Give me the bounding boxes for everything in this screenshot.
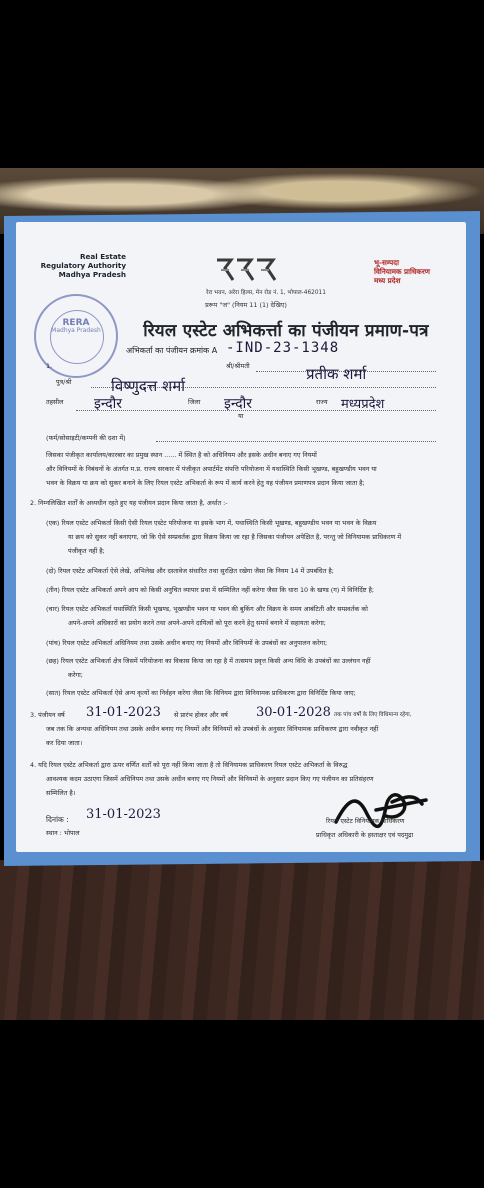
signatory-line1: रियल एस्टेट विनियामक प्राधिकरण [326,817,405,825]
firm-underline [156,441,436,442]
place-label: स्थान : भोपाल [46,829,80,837]
district-value: इन्दौर [224,396,252,412]
seal-text [36,320,116,334]
org-hi-line: मध्य प्रदेश [374,276,401,285]
condition-6a: (छह) रियल एस्टेट अभिकर्ता क्षेत्र जिसमें परियोजना का विकास किया जा रहा है में तत्समय प्रवृत्त किसी अन्य विधि के उपबंधों का उल्लंघन नहीं [46,657,371,665]
condition-6b: करेगा; [68,671,83,679]
state-label: राज्य [316,398,328,406]
authority-address: रेरा भवन, अरेरा हिल्स, मेन रोड नं. 1, भोपाल-462011 [206,290,326,296]
father-value: विष्णुदत्त शर्मा [111,377,186,395]
header-org-hindi [374,258,454,285]
condition-7: (सात) रियल एस्टेट अभिकर्ता ऐसे अन्य कृत्यों का निर्वहन करेगा जैसा कि विनियम द्वारा विनियामक प्राधिकरण द्वारा विनिर्दिष्ट किया जाए; [46,689,356,697]
org-en-line: Real Estate [79,252,126,261]
registration-label: अभिकर्ता का पंजीयन क्रमांक A [126,346,218,355]
state-value: मध्यप्रदेश [341,397,385,412]
org-hi-line: विनियामक प्राधिकरण [374,267,430,276]
district-label: जिला [188,398,201,406]
org-en-line: Madhya Pradesh [58,270,126,279]
condition-4a: (चार) रियल एस्टेट अभिकर्ता यथास्थिति किसी भूखण्ड, भूखण्डीय भवन या भवन की बुकिंग और विक्रय के समय आबंटिती और सम्प्रवर्तक को [46,605,368,613]
father-label: पुत्र/श्री [56,378,72,386]
condition-1b: या क्रय को सुकर नहीं बनाएगा, जो कि ऐसे सम्प्रवर्तक द्वारा विक्रय किया जा रहा है जिसका पंजीयन अपेक्षित है, परन्तु जो विनियामक प्राधिकरण में [68,533,402,541]
org-hi-line: भू-सम्पदा [374,258,399,267]
paragraph-3c: कर दिया जाता। [46,739,83,747]
letterbox-bottom [0,1020,484,1188]
validity-from: 31-01-2023 [86,705,161,720]
date-label: दिनांक : [46,815,69,824]
registration-number: -IND-23-1348 [226,340,340,356]
item-number: 1. [46,362,53,370]
rera-logo [211,252,281,284]
seal-state-text: Madhya Pradesh [51,327,101,334]
or-label: या [238,412,244,420]
org-en-line: Regulatory Authority [40,261,126,270]
condition-4b: अपने-अपने अधिकारों का प्रयोग करने तथा अपने-अपने दायित्वों को पूरा करने हेतु समर्थ बनाने में सहायता करेगा; [68,619,326,627]
condition-1a: (एक) रियल एस्टेट अभिकर्ता किसी ऐसी रियल एस्टेट परियोजना या इसके भाग में, यथास्थिति किसी भूखण्ड, बहुखण्डीय भवन या भवन के विक्रय [46,519,377,527]
condition-3: (तीन) रियल एस्टेट अभिकर्ता अपने आप को किसी अनुचित व्यापार प्रथा में सम्मिलित नहीं करेगा जैसा कि धारा 10 के खण्ड (ग) में विनिर्दिष्ट है; [46,586,375,594]
paragraph-2: 2. निम्नलिखित शर्तों के अध्यधीन रहते हुए यह पंजीयन प्रदान किया जाता है, अर्थात :- [30,499,228,507]
paragraph-1c: भवन के विक्रय या क्रय को सुकर बनाने के लिए रियल एस्टेट अभिकर्ता के रूप में कार्य करने हेतु यह पंजीयन प्रमाणपत्र प्रदान किया जाता है; [46,479,365,487]
certificate-document [16,222,466,852]
paragraph-1b: और विनियमों के निबंधनों के अंतर्गत म.प्र. राज्य सरकार में पंजीकृत अपार्टमेंट संपत्ति परियोजना में यथास्थिति किसी भूखण्ड, बहुखण्डीय भवन या [46,465,377,473]
name-label: श्री/श्रीमती [226,362,250,370]
condition-2: (दो) रियल एस्टेट अभिकर्ता ऐसे लेखे, अभिलेख और दस्तावेज संधारित तथा सुरक्षित रखेगा जैसा कि नियम 14 में उपबंधित है; [46,567,334,575]
condition-5: (पांच) रियल एस्टेट अभिकर्ता अधिनियम तथा उसके अधीन बनाए गए नियमों और विनियमों के उपबंधों का अनुपालन करेगा; [46,639,328,647]
validity-label: 3. पंजीयन वर्ष [30,711,65,719]
tehsil-label: तहसील [46,398,64,406]
paragraph-4c: सम्मिलित है। [46,789,76,797]
validity-end: तक पांच वर्षों के लिए विधिमान्य रहेगा, [334,712,412,718]
address-underline [76,410,436,411]
validity-mid: से प्रारंभ होकर और वर्ष [174,711,228,719]
condition-1c: पंजीकृत नहीं है; [68,547,105,555]
paragraph-4b: आवश्यक कदम उठाएगा जिसमें अधिनियम तथा उसके अधीन बनाए गए नियमों और विनियमों के अनुसार प्रदान किए गए पंजीयन का प्रतिसंहरण [46,775,374,783]
date-value: 31-01-2023 [86,807,161,822]
tehsil-value: इन्दौर [94,396,122,412]
validity-to: 30-01-2028 [256,705,331,720]
firm-label: (फर्म/सोसाइटी/कम्पनी की दशा में) [46,434,126,442]
header-org-english [26,252,126,279]
form-identifier: प्ररूप "ज" (नियम 11 (1) देखिए) [205,301,287,309]
signatory-line2: प्राधिकृत अधिकारी के हस्ताक्षर एवं पदमुद्रा [316,831,414,839]
paragraph-3b: जब तक कि अन्यथा अधिनियम तथा उसके अधीन बनाए गए नियमों और विनियमों को उपबंधों के अनुसार विनियामक प्राधिकरण द्वारा नवीकृत नहीं [46,725,379,733]
paragraph-4a: 4. यदि रियल एस्टेट अभिकर्ता द्वारा ऊपर वर्णित शर्तों को पूरा नहीं किया जाता है तो विनियामक प्राधिकरण रियल एस्टेट अभिकर्ता के विरुद्ध [30,761,348,769]
name-value: प्रतीक शर्मा [306,365,367,383]
background-floor [0,860,484,1020]
paragraph-1a: जिसका पंजीकृत कार्यालय/कारबार का प्रमुख स्थान ...... में स्थित है को अधिनियम और इसके अधीन बनाए गए नियमों [46,451,317,459]
seal-center-text: RERA [62,318,90,328]
certificate-title: रियल एस्टेट अभिकर्त्ता का पंजीयन प्रमाण-पत्र [143,321,429,341]
